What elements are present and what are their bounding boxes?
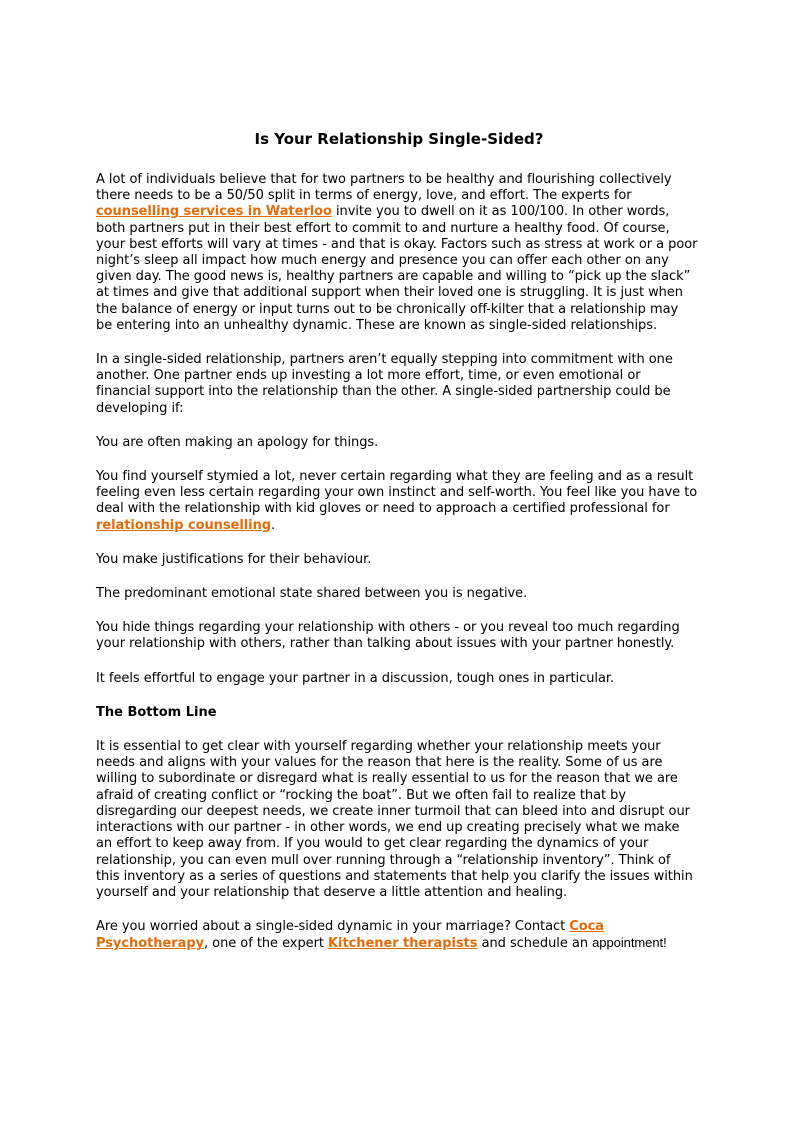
paragraph-contact-text-2: , one of the expert bbox=[204, 936, 329, 952]
paragraph-apology: You are often making an apology for things. bbox=[96, 434, 379, 450]
paragraph-effortful: It feels effortful to engage your partner in a discussion, tough ones in particular. bbox=[96, 670, 615, 686]
kitchener-therapists-link[interactable]: Kitchener therapists bbox=[328, 936, 478, 952]
paragraph-contact-text-1: Are you worried about a single-sided dynamic in your marriage? Contact bbox=[96, 919, 570, 935]
paragraph-stymied-text-2: . bbox=[271, 517, 276, 533]
paragraph-contact bbox=[96, 919, 698, 952]
counselling-services-waterloo-link[interactable]: counselling services in Waterloo bbox=[96, 204, 332, 220]
article-title: Is Your Relationship Single-Sided? bbox=[254, 130, 544, 148]
paragraph-hide-things: You hide things regarding your relationship with others - or you reveal too much regarding your relationship with others, rather than talking about issues with your partner honestly. bbox=[96, 620, 680, 652]
paragraph-emotional-state: The predominant emotional state shared between you is negative. bbox=[96, 586, 528, 602]
paragraph-contact-text-4: appointment! bbox=[592, 935, 667, 951]
article-body bbox=[96, 130, 698, 971]
section-heading-bottom-line: The Bottom Line bbox=[96, 704, 217, 720]
paragraph-intro-text-1: A lot of individuals believe that for two partners to be healthy and flourishing collectively there needs to be a 50/50 split in terms of energy, love, and effort. The experts for bbox=[96, 172, 672, 204]
paragraph-bottom-line: It is essential to get clear with yourself regarding whether your relationship meets your needs and aligns with your values for the reason that here is the reality. Some of us are willing to subordinate or disregard what is really essential to us for the reason that we are afraid of creating conflict or “rocking the boat”. But we often fail to realize that by disregarding our deepest needs, we create inner turmoil that can bleed into and disrupt our interactions with our partner - in other words, we end up creating precisely what we make an effort to keep away from. If you would to get clear regarding the dynamics of your relationship, you can even mull over running through a “relationship inventory”. Think of this inventory as a series of questions and statements that help you clarify the issues within yourself and your relationship that deserve a little attention and healing. bbox=[96, 739, 693, 900]
paragraph-stymied-text-1: You find yourself stymied a lot, never certain regarding what they are feeling and as a result feeling even less certain regarding your own instinct and self-worth. You feel like you have to deal with the relationship with kid gloves or need to approach a certified professional for bbox=[96, 469, 698, 517]
paragraph-single-sided: In a single-sided relationship, partners aren’t equally stepping into commitment with one another. One partner ends up investing a lot more effort, time, or even emotional or financial support into the relationship than the other. A single-sided partnership could be developing if: bbox=[96, 352, 673, 416]
paragraph-justifications: You make justifications for their behaviour. bbox=[96, 551, 372, 567]
paragraph-contact-text-3: and schedule an bbox=[477, 936, 593, 952]
coca-psychotherapy-link[interactable]: Coca Psychotherapy bbox=[96, 919, 605, 952]
relationship-counselling-link[interactable]: relationship counselling bbox=[96, 517, 272, 533]
paragraph-stymied bbox=[96, 469, 698, 534]
paragraph-intro-text-2: invite you to dwell on it as 100/100. In other words, both partners put in their best effort to commit to and nurture a healthy food. Of course, your best efforts will vary at times - and that is okay. Factors such as stress at work or a poor night’s sleep all impact how much energy and presence you can offer each other on any given day. The good news is, healthy partners are capable and willing to “pick up the slack” at times and give that additional support when their loved one is struggling. It is just when the balance of energy or input turns out to be chronically off-kilter that a relationship may be entering into an unhealthy dynamic. These are known as single-sided relationships. bbox=[96, 204, 698, 333]
paragraph-intro bbox=[96, 172, 698, 334]
